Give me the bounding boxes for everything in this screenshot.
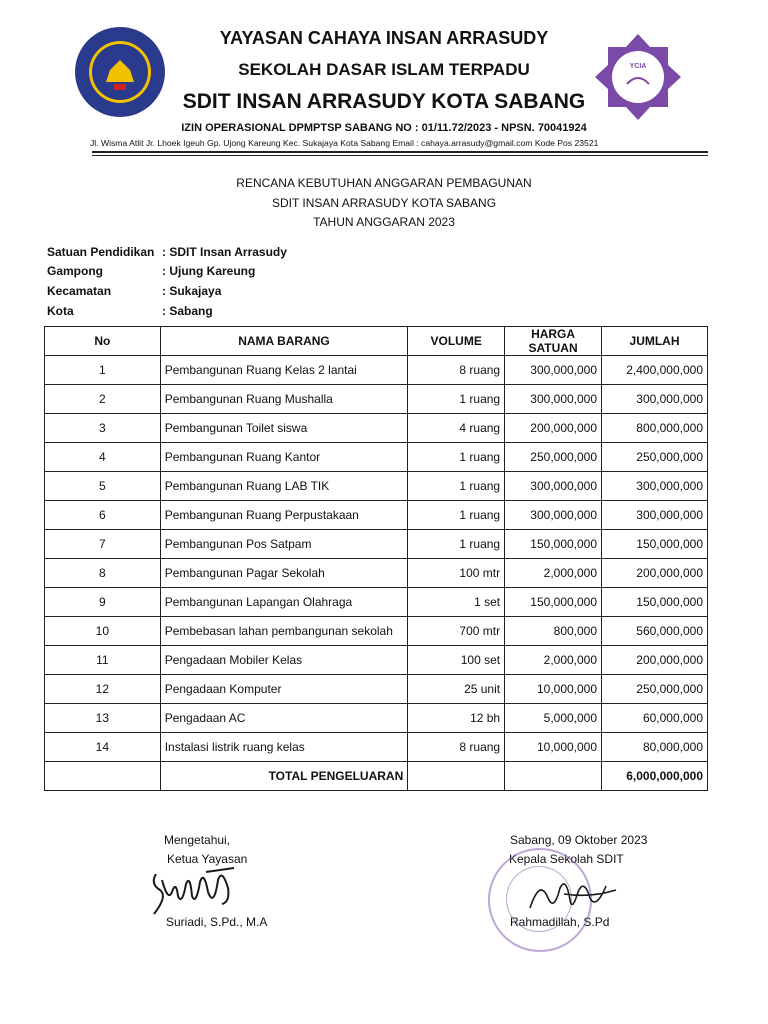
row-name: Pembebasan lahan pembangunan sekolah <box>160 617 408 646</box>
row-no: 3 <box>45 414 161 443</box>
row-name: Pembangunan Ruang Mushalla <box>160 385 408 414</box>
row-no: 12 <box>45 675 161 704</box>
table-row <box>45 675 708 704</box>
row-no: 14 <box>45 733 161 762</box>
row-price: 150,000,000 <box>505 588 602 617</box>
right-place-date: Sabang, 09 Oktober 2023 <box>510 833 648 847</box>
total-empty-cell <box>505 762 602 791</box>
row-price: 5,000,000 <box>505 704 602 733</box>
table-row <box>45 704 708 733</box>
row-total: 60,000,000 <box>602 704 708 733</box>
row-name: Pembangunan Toilet siswa <box>160 414 408 443</box>
row-name: Instalasi listrik ruang kelas <box>160 733 408 762</box>
row-total: 800,000,000 <box>602 414 708 443</box>
row-no: 10 <box>45 617 161 646</box>
doc-title: RENCANA KEBUTUHAN ANGGARAN PEMBAGUNAN <box>236 176 532 190</box>
row-total: 300,000,000 <box>602 472 708 501</box>
row-price: 2,000,000 <box>505 646 602 675</box>
address-line: Jl. Wisma Atlit Jr. Lhoek Igeuh Gp. Ujong Kareung Kec. Sukajaya Kota Sabang Email : cahaya.arrasudy@gmail.com Kode Pos 23521 <box>90 138 599 148</box>
row-total: 2,400,000,000 <box>602 356 708 385</box>
row-name: Pembangunan Lapangan Olahraga <box>160 588 408 617</box>
row-no: 13 <box>45 704 161 733</box>
table-row <box>45 646 708 675</box>
total-row <box>45 762 708 791</box>
row-name: Pembangunan Ruang Perpustakaan <box>160 501 408 530</box>
total-empty-cell <box>45 762 161 791</box>
left-name: Suriadi, S.Pd., M.A <box>166 915 268 929</box>
row-volume: 8 ruang <box>408 733 505 762</box>
row-price: 150,000,000 <box>505 530 602 559</box>
left-signature <box>148 862 238 924</box>
row-price: 200,000,000 <box>505 414 602 443</box>
school-type: SEKOLAH DASAR ISLAM TERPADU <box>238 60 530 79</box>
row-no: 8 <box>45 559 161 588</box>
row-no: 4 <box>45 443 161 472</box>
table-row <box>45 472 708 501</box>
license-line: IZIN OPERASIONAL DPMPTSP SABANG NO : 01/11.72/2023 - NPSN. 70041924 <box>181 122 587 134</box>
row-price: 300,000,000 <box>505 385 602 414</box>
row-price: 300,000,000 <box>505 472 602 501</box>
table-row <box>45 385 708 414</box>
info-value: : Sabang <box>162 304 213 318</box>
right-name: Rahmadillah, S.Pd <box>510 915 610 929</box>
table-body <box>45 356 708 762</box>
table-row <box>45 443 708 472</box>
table-row <box>45 733 708 762</box>
table-row <box>45 414 708 443</box>
row-no: 9 <box>45 588 161 617</box>
row-volume: 1 set <box>408 588 505 617</box>
row-total: 150,000,000 <box>602 588 708 617</box>
row-total: 200,000,000 <box>602 559 708 588</box>
row-total: 300,000,000 <box>602 501 708 530</box>
row-volume: 25 unit <box>408 675 505 704</box>
school-name: SDIT INSAN ARRASUDY KOTA SABANG <box>182 90 586 113</box>
row-price: 300,000,000 <box>505 501 602 530</box>
info-label: Kota <box>47 304 74 318</box>
row-no: 5 <box>45 472 161 501</box>
row-no: 11 <box>45 646 161 675</box>
info-value: : Sukajaya <box>162 284 222 298</box>
left-role: Ketua Yayasan <box>167 852 248 866</box>
row-price: 2,000,000 <box>505 559 602 588</box>
row-name: Pengadaan AC <box>160 704 408 733</box>
foundation-name: YAYASAN CAHAYA INSAN ARRASUDY <box>219 28 549 48</box>
col-total: JUMLAH <box>602 327 708 356</box>
total-value: 6,000,000,000 <box>602 762 708 791</box>
row-volume: 1 ruang <box>408 385 505 414</box>
row-name: Pengadaan Mobiler Kelas <box>160 646 408 675</box>
row-volume: 4 ruang <box>408 414 505 443</box>
row-volume: 1 ruang <box>408 501 505 530</box>
row-price: 10,000,000 <box>505 675 602 704</box>
col-volume: VOLUME <box>408 327 505 356</box>
doc-year: TAHUN ANGGARAN 2023 <box>313 215 455 229</box>
row-volume: 100 mtr <box>408 559 505 588</box>
col-name: NAMA BARANG <box>160 327 408 356</box>
row-volume: 700 mtr <box>408 617 505 646</box>
doc-subtitle: SDIT INSAN ARRASUDY KOTA SABANG <box>271 196 497 210</box>
row-no: 7 <box>45 530 161 559</box>
row-total: 300,000,000 <box>602 385 708 414</box>
row-total: 560,000,000 <box>602 617 708 646</box>
info-label: Satuan Pendidikan <box>47 245 155 259</box>
table-row <box>45 356 708 385</box>
row-no: 1 <box>45 356 161 385</box>
table-row <box>45 559 708 588</box>
header-divider <box>92 151 708 153</box>
row-price: 10,000,000 <box>505 733 602 762</box>
row-price: 250,000,000 <box>505 443 602 472</box>
row-total: 80,000,000 <box>602 733 708 762</box>
table-row <box>45 617 708 646</box>
info-label: Gampong <box>47 264 103 278</box>
row-volume: 100 set <box>408 646 505 675</box>
row-name: Pembangunan Pos Satpam <box>160 530 408 559</box>
table-header-row <box>45 327 708 356</box>
row-no: 2 <box>45 385 161 414</box>
right-signature <box>520 868 620 924</box>
row-volume: 8 ruang <box>408 356 505 385</box>
table-row <box>45 501 708 530</box>
header-divider-thin <box>92 155 708 156</box>
row-volume: 1 ruang <box>408 530 505 559</box>
info-value: : SDIT Insan Arrasudy <box>162 245 287 259</box>
row-volume: 1 ruang <box>408 472 505 501</box>
row-price: 300,000,000 <box>505 356 602 385</box>
svg-text:YCIA: YCIA <box>629 63 647 70</box>
row-price: 800,000 <box>505 617 602 646</box>
row-total: 200,000,000 <box>602 646 708 675</box>
row-total: 150,000,000 <box>602 530 708 559</box>
row-name: Pembangunan Ruang LAB TIK <box>160 472 408 501</box>
row-no: 6 <box>45 501 161 530</box>
col-price: HARGA SATUAN <box>505 327 602 356</box>
budget-table <box>44 326 708 791</box>
row-total: 250,000,000 <box>602 443 708 472</box>
row-name: Pengadaan Komputer <box>160 675 408 704</box>
info-value: : Ujung Kareung <box>162 264 256 278</box>
table-row <box>45 530 708 559</box>
row-volume: 1 ruang <box>408 443 505 472</box>
row-name: Pembangunan Ruang Kantor <box>160 443 408 472</box>
row-name: Pembangunan Ruang Kelas 2 lantai <box>160 356 408 385</box>
row-name: Pembangunan Pagar Sekolah <box>160 559 408 588</box>
row-total: 250,000,000 <box>602 675 708 704</box>
info-label: Kecamatan <box>47 284 112 298</box>
table-row <box>45 588 708 617</box>
left-intro: Mengetahui, <box>164 833 231 847</box>
row-volume: 12 bh <box>408 704 505 733</box>
right-role: Kepala Sekolah SDIT <box>509 852 624 866</box>
total-label: TOTAL PENGELUARAN <box>160 762 408 791</box>
col-no: No <box>45 327 161 356</box>
total-empty-cell <box>408 762 505 791</box>
